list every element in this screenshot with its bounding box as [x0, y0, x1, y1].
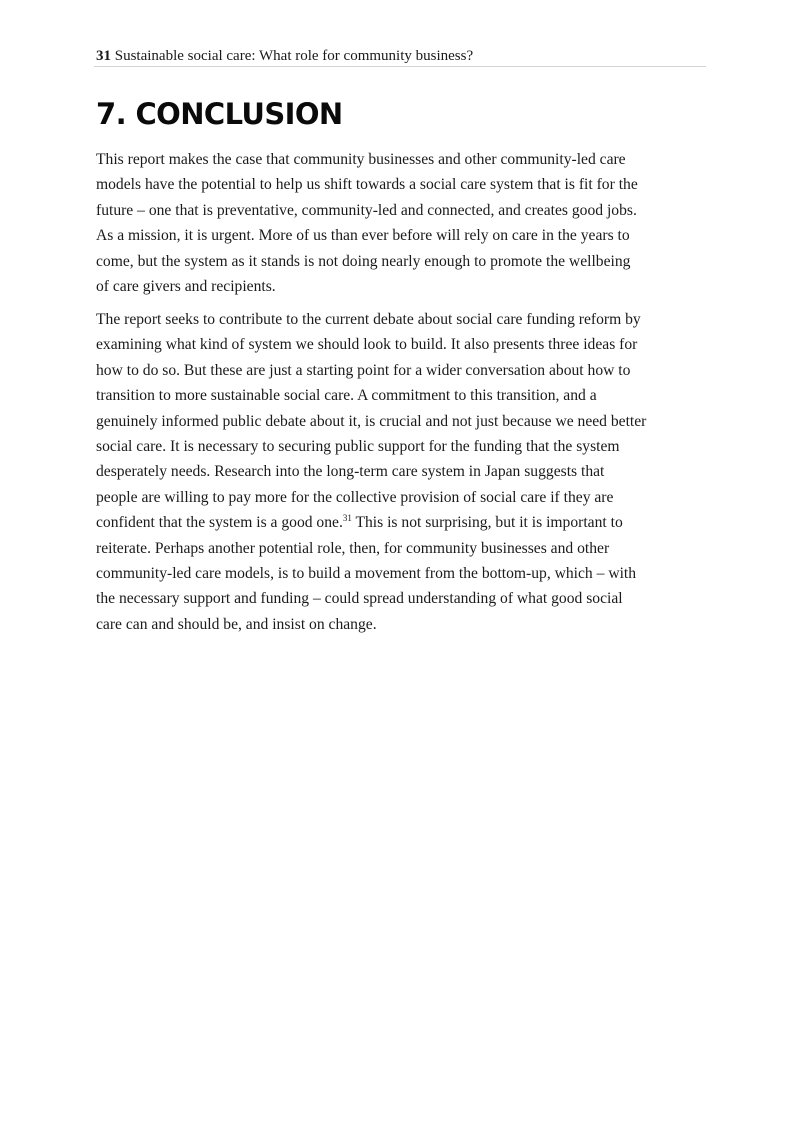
text-line: how to do so. But these are just a starting point for a wider conversation about how to: [96, 361, 631, 379]
text-line: This report makes the case that community businesses and other community-led care: [96, 151, 626, 168]
text-segment: confident that the system is a good one.: [96, 514, 343, 532]
text-line-with-footnote: [96, 510, 708, 535]
text-line: community-led care models, is to build a movement from the bottom-up, which – with: [96, 565, 637, 583]
text-line: The report seeks to contribute to the current debate about social care funding reform by: [96, 311, 641, 328]
text-line: social care. It is necessary to securing public support for the funding that the system: [96, 438, 620, 456]
text-line: transition to more sustainable social care. A commitment to this transition, and a: [96, 387, 597, 405]
text-segment: This is not surprising, but it is important to: [351, 514, 623, 532]
page-number: 31: [96, 48, 111, 64]
paragraph-1: [96, 147, 708, 299]
text-line: come, but the system as it stands is not doing nearly enough to promote the wellbeing: [96, 252, 631, 270]
running-header: [96, 46, 706, 66]
footnote-reference[interactable]: 31: [342, 513, 352, 524]
header-divider: [94, 66, 706, 67]
text-line: models have the potential to help us shift towards a social care system that is fit for the: [96, 176, 638, 194]
text-line: care can and should be, and insist on change.: [96, 615, 377, 633]
text-line: of care givers and recipients.: [96, 278, 276, 296]
text-line: genuinely informed public debate about it, is crucial and not just because we need better: [96, 412, 647, 430]
text-line: reiterate. Perhaps another potential role, then, for community businesses and other: [96, 539, 610, 557]
section-title: 7. CONCLUSION: [96, 97, 343, 131]
running-title: Sustainable social care: What role for community business?: [114, 48, 474, 64]
paragraph-2: [96, 307, 708, 637]
text-line: future – one that is preventative, community-led and connected, and creates good jobs.: [96, 201, 637, 219]
text-line: people are willing to pay more for the collective provision of social care if they are: [96, 488, 614, 506]
text-line: As a mission, it is urgent. More of us than ever before will rely on care in the years to: [96, 227, 630, 245]
text-line: the necessary support and funding – could spread understanding of what good social: [96, 590, 623, 608]
text-line: desperately needs. Research into the long-term care system in Japan suggests that: [96, 463, 605, 481]
text-line: examining what kind of system we should look to build. It also presents three ideas for: [96, 336, 638, 354]
